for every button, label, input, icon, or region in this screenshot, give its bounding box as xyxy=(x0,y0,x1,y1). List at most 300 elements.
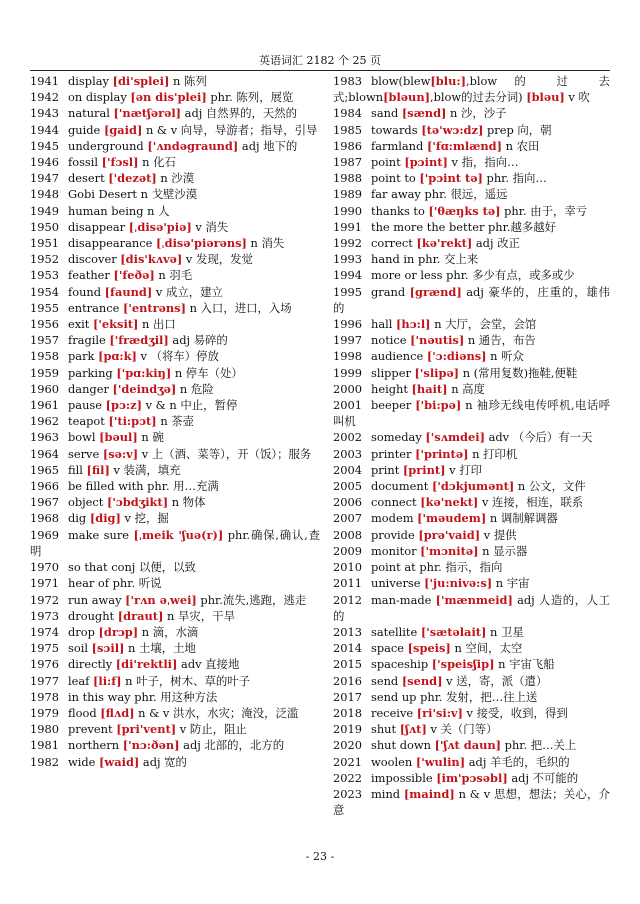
entry-word: feather xyxy=(68,268,114,283)
entry-number: 2008 xyxy=(333,527,362,542)
entry-definition: n 物体 xyxy=(168,495,206,510)
entry-definition: n 停车（处） xyxy=(171,365,243,380)
entry-definition: n 打印机 xyxy=(468,446,518,461)
entry-number: 1989 xyxy=(333,187,362,202)
entry-word: danger xyxy=(68,381,113,396)
entry-phonetic: ['eksit] xyxy=(93,317,139,332)
entry-definition: n & v 向导，导游者；指导，引导 xyxy=(142,122,318,137)
entry-word: desert xyxy=(68,171,109,186)
vocab-entry xyxy=(333,105,610,121)
entry-number: 2013 xyxy=(333,624,362,639)
entry-definition: adj 羊毛的，毛织的 xyxy=(465,754,570,769)
vocab-entry xyxy=(333,462,610,478)
entry-phonetic: ['ʃʌt daun] xyxy=(434,738,502,753)
entry-phonetic: [ən dis'plei] xyxy=(130,90,207,105)
vocab-entry xyxy=(333,251,610,267)
entry-definition: n 沙，沙子 xyxy=(446,106,507,121)
entry-definition: adj 地下的 xyxy=(238,138,298,153)
vocab-entry xyxy=(30,429,320,445)
entry-phonetic: [di'rektli] xyxy=(115,657,178,672)
vocab-entry xyxy=(30,624,320,640)
entry-definition: n 空间，太空 xyxy=(450,641,523,656)
entry-number: 1974 xyxy=(30,624,59,639)
entry-phonetic: ['məudem] xyxy=(417,511,487,526)
vocab-entry xyxy=(30,154,320,170)
entry-definition: n & v 洪水，水灾；淹没，泛滥 xyxy=(134,705,299,720)
entry-word: found xyxy=(68,284,105,299)
entry-phonetic: [bəul] xyxy=(99,430,138,445)
entry-word: on display xyxy=(68,90,131,105)
vocab-entry xyxy=(333,656,610,672)
entry-definition: ,blow 的 过 去式;blown xyxy=(333,74,610,105)
entry-definition: phr. 指向… xyxy=(482,171,547,186)
entry-definition: adj 不可能的 xyxy=(507,770,579,785)
vocab-entry xyxy=(30,186,320,202)
entry-definition: adj 北部的，北方的 xyxy=(179,738,285,753)
vocab-entry xyxy=(333,429,610,445)
entry-number: 1944 xyxy=(30,122,59,137)
vocab-entry xyxy=(30,300,320,316)
page-number: - 23 - xyxy=(305,850,335,863)
entry-definition: v 防止，阻止 xyxy=(176,722,247,737)
entry-word: underground xyxy=(68,138,148,153)
entry-number: 1954 xyxy=(30,284,59,299)
vocab-entry xyxy=(30,656,320,672)
entry-word: send xyxy=(371,673,402,688)
entry-phonetic: ['pɔint tə] xyxy=(419,171,483,186)
entry-definition: v 关（门等） xyxy=(426,722,498,737)
entry-definition: v 送，寄，派（遣） xyxy=(442,673,548,688)
vocab-entry xyxy=(30,413,320,429)
entry-word: spaceship xyxy=(371,657,432,672)
vocab-entry xyxy=(333,721,610,737)
entry-definition: n 出口 xyxy=(138,317,176,332)
entry-number: 1999 xyxy=(333,365,362,380)
entry-number: 2002 xyxy=(333,430,362,445)
entry-definition: adv （今后）有一天 xyxy=(484,430,593,445)
entry-number: 1957 xyxy=(30,333,59,348)
vocab-entry xyxy=(333,73,610,105)
entry-number: 2012 xyxy=(333,592,362,607)
entry-definition: n 人 xyxy=(143,203,170,218)
vocab-entry xyxy=(30,365,320,381)
entry-number: 2015 xyxy=(333,657,362,672)
entry-definition: v （将车）停放 xyxy=(136,349,219,364)
vocab-entry xyxy=(30,494,320,510)
entry-number: 2004 xyxy=(333,462,362,477)
entry-definition: v 上（酒、菜等），开（饭）；服务 xyxy=(138,446,312,461)
entry-number: 1949 xyxy=(30,203,59,218)
entry-definition: n 土壤，土地 xyxy=(124,641,196,656)
entry-number: 1992 xyxy=(333,236,362,251)
entry-phonetic: ['ju:nivə:s] xyxy=(424,576,493,591)
entry-definition: n 大厅，会堂，会馆 xyxy=(430,317,537,332)
entry-number: 1986 xyxy=(333,138,362,153)
entry-word: man-made xyxy=(371,592,436,607)
entry-definition: ,blow的过去分词) xyxy=(430,90,527,105)
entry-definition: n 高度 xyxy=(447,381,485,396)
entry-word: entrance xyxy=(68,300,123,315)
entry-number: 1998 xyxy=(333,349,362,364)
entry-phonetic: [flʌd] xyxy=(100,705,135,720)
vocab-entry xyxy=(333,770,610,786)
entry-definition: n 听众 xyxy=(486,349,524,364)
entry-definition: adj 宽的 xyxy=(139,754,187,769)
entry-word: more or less xyxy=(371,268,443,283)
entry-word: towards xyxy=(371,122,422,137)
entry-word: human being xyxy=(68,203,144,218)
entry-word: hear of xyxy=(68,576,110,591)
entry-phonetic: [ˌdisə'piə] xyxy=(128,219,192,234)
entry-phonetic: [send] xyxy=(401,673,443,688)
entry-number: 2017 xyxy=(333,689,362,704)
entry-word: shut xyxy=(371,722,400,737)
vocab-entry xyxy=(30,673,320,689)
entry-number: 2016 xyxy=(333,673,362,688)
vocab-entry xyxy=(333,737,610,753)
vocab-entry xyxy=(333,510,610,526)
entry-definition: n 宇宙 xyxy=(492,576,530,591)
entry-word: printer xyxy=(371,446,416,461)
entry-word: flood xyxy=(68,705,101,720)
entry-number: 1996 xyxy=(333,317,362,332)
entry-word: natural xyxy=(68,106,114,121)
entry-phonetic: [dis'kʌvə] xyxy=(120,252,183,267)
vocab-entry xyxy=(333,559,610,575)
entry-phonetic: [maind] xyxy=(403,786,455,801)
entry-definition: n 公文，文件 xyxy=(514,479,586,494)
entry-phonetic: [ri'si:v] xyxy=(416,705,463,720)
entry-word: beeper xyxy=(371,398,416,413)
entry-definition: phr.流失,逃跑，逃走 xyxy=(196,592,307,607)
vocab-entry xyxy=(30,592,320,608)
vocab-entry xyxy=(333,527,610,543)
entry-phonetic: [di'splei] xyxy=(112,74,170,88)
left-column xyxy=(30,73,320,770)
entry-number: 2006 xyxy=(333,495,362,510)
entry-phonetic: [draut] xyxy=(117,608,164,623)
entry-number: 1952 xyxy=(30,252,59,267)
vocab-entry xyxy=(333,332,610,348)
entry-phonetic: ['dɔkjumənt] xyxy=(431,479,515,494)
entry-number: 2000 xyxy=(333,381,362,396)
entry-number: 1976 xyxy=(30,657,59,672)
entry-definition: conj 以便，以致 xyxy=(107,560,196,575)
entry-phonetic: [im'pɔsəbl] xyxy=(436,770,508,785)
entry-definition: prep 向，朝 xyxy=(483,122,552,137)
entry-number: 1966 xyxy=(30,479,59,494)
entry-number: 1942 xyxy=(30,90,59,105)
entry-number: 1995 xyxy=(333,284,362,299)
entry-number: 1975 xyxy=(30,641,59,656)
entry-word: point at xyxy=(371,560,416,575)
entry-number: 2001 xyxy=(333,398,362,413)
entry-number: 2003 xyxy=(333,446,362,461)
entry-number: 1969 xyxy=(30,527,59,542)
entry-definition: adv 直接地 xyxy=(177,657,240,672)
entry-phonetic: ['printə] xyxy=(415,446,469,461)
entry-phonetic: ['nəutis] xyxy=(410,333,465,348)
entry-word: shut down xyxy=(371,738,435,753)
entry-definition: phr. 把…关上 xyxy=(501,738,577,753)
entry-word: leaf xyxy=(68,673,94,688)
entry-number: 1984 xyxy=(333,106,362,121)
vocab-entry xyxy=(333,381,610,397)
entry-phonetic: ['mænmeid] xyxy=(435,592,513,607)
entry-definition: adj 自然界的，天然的 xyxy=(181,106,298,121)
entry-word: thanks to xyxy=(371,203,429,218)
entry-word: guide xyxy=(68,122,104,137)
entry-definition: n 危险 xyxy=(176,381,214,396)
vocab-entry xyxy=(30,754,320,770)
entry-definition: phr. 多少有点，或多或少 xyxy=(442,268,575,283)
entry-word: bowl xyxy=(68,430,100,445)
entry-word: pause xyxy=(68,398,106,413)
vocab-entry xyxy=(30,105,320,121)
entry-word: height xyxy=(371,381,412,396)
vocab-entry xyxy=(333,754,610,770)
entry-definition: n & v 思想，想法；关心，介意 xyxy=(333,786,610,818)
entry-word: disappearance xyxy=(68,236,156,251)
vocab-entry xyxy=(333,478,610,494)
vocab-entry xyxy=(30,689,320,705)
entry-phonetic: ['nɔ:ðən] xyxy=(122,738,180,753)
vocab-entry xyxy=(333,575,610,591)
entry-word: slipper xyxy=(371,365,415,380)
entry-phonetic: [kə'nekt] xyxy=(420,495,479,510)
entry-definition: n 消失 xyxy=(246,236,285,251)
entry-phonetic: [speis] xyxy=(407,641,451,656)
entry-phonetic: ['pɑ:kiŋ] xyxy=(116,365,172,380)
entry-word: hall xyxy=(371,317,397,332)
entry-phonetic: ['bi:pə] xyxy=(415,398,462,413)
entry-phonetic: [blu:] xyxy=(430,74,466,88)
entry-word: parking xyxy=(68,365,117,380)
entry-word: point to xyxy=(371,171,420,186)
entry-phonetic: ['sætəlait] xyxy=(420,624,487,639)
entry-number: 1961 xyxy=(30,398,59,413)
entry-number: 1945 xyxy=(30,138,59,153)
entry-definition: v 提供 xyxy=(480,527,517,542)
entry-word: drop xyxy=(68,624,99,639)
entry-word: the more the better xyxy=(371,219,485,234)
entry-phonetic: [hɔ:l] xyxy=(396,317,431,332)
vocab-entry xyxy=(333,138,610,154)
entry-word: soil xyxy=(68,641,92,656)
entry-definition: n 陈列 xyxy=(169,74,207,88)
vocab-entry xyxy=(30,251,320,267)
entry-definition: n 羽毛 xyxy=(154,268,193,283)
entry-number: 1946 xyxy=(30,155,59,170)
entry-definition: phr.越多越好 xyxy=(484,219,557,234)
vocab-entry xyxy=(333,640,610,656)
vocab-entry xyxy=(30,89,320,105)
entry-phonetic: [sɔil] xyxy=(91,641,125,656)
vocab-entry xyxy=(333,673,610,689)
entry-definition: n 叶子，树木、草的叶子 xyxy=(121,673,251,688)
entry-number: 1953 xyxy=(30,268,59,283)
entry-phonetic: ['wulin] xyxy=(415,754,466,769)
vocab-entry xyxy=(333,446,610,462)
entry-definition: phr. 听说 xyxy=(109,576,162,591)
entry-phonetic: [ˌmeik 'ʃuə(r)] xyxy=(133,527,224,542)
entry-definition: n 宇宙飞船 xyxy=(494,657,555,672)
vocab-entry xyxy=(333,397,610,429)
entry-definition: n 入口，进口，入场 xyxy=(185,300,292,315)
entry-number: 1948 xyxy=(30,187,59,202)
entry-number: 1955 xyxy=(30,300,59,315)
entry-number: 2019 xyxy=(333,722,362,737)
entry-number: 1943 xyxy=(30,106,59,121)
vocab-entry xyxy=(333,235,610,251)
entry-definition: phr. 用…充满 xyxy=(143,479,219,494)
entry-number: 1963 xyxy=(30,430,59,445)
entry-number: 2018 xyxy=(333,705,362,720)
vocab-entry xyxy=(333,186,610,202)
entry-number: 1983 xyxy=(333,74,362,88)
entry-word: document xyxy=(371,479,432,494)
entry-phonetic: [li:f] xyxy=(93,673,122,688)
entry-number: 1980 xyxy=(30,722,59,737)
entry-word: wide xyxy=(68,754,100,769)
entry-word: in this way xyxy=(68,689,131,704)
entry-phonetic: ['deindʒə] xyxy=(112,381,177,396)
entry-phonetic: [pri'vent] xyxy=(116,722,177,737)
entry-phonetic: ['ɔbdʒikt] xyxy=(107,495,169,510)
vocab-entry xyxy=(30,527,320,559)
vocab-entry xyxy=(333,786,610,818)
entry-number: 1997 xyxy=(333,333,362,348)
entry-definition: v 消失 xyxy=(191,219,229,234)
entry-word: run away xyxy=(68,592,126,607)
header-divider xyxy=(30,70,610,71)
entry-phonetic: [bləu] xyxy=(526,90,565,105)
entry-phonetic: ['feðə] xyxy=(113,268,155,283)
entry-word: Gobi Desert xyxy=(68,187,137,202)
vocab-entry xyxy=(30,348,320,364)
entry-phonetic: ['rʌn əˌwei] xyxy=(125,592,197,607)
entry-number: 1978 xyxy=(30,689,59,704)
vocab-entry xyxy=(30,640,320,656)
entry-phonetic: [dig] xyxy=(89,511,121,526)
entry-word: disappear xyxy=(68,219,129,234)
vocab-entry xyxy=(333,203,610,219)
entry-word: impossible xyxy=(371,770,437,785)
entry-word: universe xyxy=(371,576,425,591)
entry-number: 1941 xyxy=(30,74,59,88)
entry-word: fragile xyxy=(68,333,110,348)
entry-phonetic: [drɔp] xyxy=(98,624,139,639)
vocab-entry xyxy=(30,235,320,251)
entry-phonetic: ['frædʒil] xyxy=(109,333,169,348)
entry-word: print xyxy=(371,462,403,477)
vocab-entry xyxy=(30,284,320,300)
entry-phonetic: [kə'rekt] xyxy=(416,236,473,251)
entry-phonetic: [waid] xyxy=(99,754,140,769)
entry-definition: v 连接，相连，联系 xyxy=(478,495,584,510)
entry-phonetic: [faund] xyxy=(104,284,153,299)
vocab-entry xyxy=(30,219,320,235)
right-column xyxy=(333,73,610,818)
entry-phonetic: ['nætʃərəl] xyxy=(113,106,182,121)
entry-number: 2009 xyxy=(333,543,362,558)
entry-word: prevent xyxy=(68,722,117,737)
entry-phonetic: ['fɑ:mlænd] xyxy=(426,138,503,153)
entry-definition: v 装满，填充 xyxy=(109,462,181,477)
entry-word: blow(blew xyxy=(371,74,431,88)
entry-word: make sure xyxy=(68,527,134,542)
entry-definition: n 戈壁沙漠 xyxy=(137,187,198,202)
vocab-entry xyxy=(30,510,320,526)
entry-number: 1982 xyxy=(30,754,59,769)
entry-definition: adj 豪华的，庄重的，雄伟的 xyxy=(333,284,610,315)
vocab-entry xyxy=(333,494,610,510)
entry-definition: n 农田 xyxy=(502,138,540,153)
vocab-entry xyxy=(30,170,320,186)
vocab-entry xyxy=(333,316,610,332)
vocab-entry xyxy=(333,154,610,170)
vocab-entry xyxy=(30,705,320,721)
entry-phonetic: [tə'wɔ:dz] xyxy=(421,122,484,137)
entry-word: receive xyxy=(371,705,417,720)
entry-word: display xyxy=(68,74,113,88)
entry-definition: phr. 发射，把…往上送 xyxy=(416,689,538,704)
entry-phonetic: ['mɔnitə] xyxy=(420,543,479,558)
entry-definition: n (常用复数)拖鞋,便鞋 xyxy=(459,365,578,380)
entry-number: 2007 xyxy=(333,511,362,526)
entry-definition: v 成立，建立 xyxy=(152,284,223,299)
entry-number: 2011 xyxy=(333,576,362,591)
entry-word: connect xyxy=(371,495,421,510)
vocab-entry xyxy=(30,608,320,624)
entry-number: 1964 xyxy=(30,446,59,461)
vocab-entry xyxy=(30,267,320,283)
vocab-entry xyxy=(30,575,320,591)
entry-number: 1979 xyxy=(30,705,59,720)
entry-word: audience xyxy=(371,349,427,364)
entry-number: 1962 xyxy=(30,414,59,429)
entry-word: correct xyxy=(371,236,417,251)
vocab-entry xyxy=(333,219,610,235)
entry-word: fossil xyxy=(68,155,102,170)
entry-word: park xyxy=(68,349,99,364)
entry-definition: n 碗 xyxy=(137,430,164,445)
entry-definition: n 卫星 xyxy=(486,624,524,639)
vocab-entry xyxy=(333,543,610,559)
entry-phonetic: [grænd] xyxy=(409,284,462,299)
entry-number: 1960 xyxy=(30,381,59,396)
entry-definition: n 调制解调器 xyxy=(486,511,558,526)
entry-phonetic: [ʃʌt] xyxy=(399,722,427,737)
entry-phonetic: [ˌdisə'piərəns] xyxy=(156,236,247,251)
entry-number: 1950 xyxy=(30,219,59,234)
entry-phonetic: ['sʌmdei] xyxy=(425,430,485,445)
vocab-entry xyxy=(30,332,320,348)
entry-phonetic: [hait] xyxy=(411,381,448,396)
entry-phonetic: [prə'vaid] xyxy=(418,527,481,542)
entry-word: space xyxy=(371,641,408,656)
entry-word: so that xyxy=(68,560,108,575)
entry-word: someday xyxy=(371,430,426,445)
page-header: 英语词汇 2182 个 25 页 xyxy=(259,54,381,67)
entry-definition: phr.确保,确认,查明 xyxy=(30,527,320,558)
vocab-entry xyxy=(30,122,320,138)
entry-definition: phr. 交上来 xyxy=(414,252,479,267)
entry-number: 1993 xyxy=(333,252,362,267)
entry-number: 1965 xyxy=(30,462,59,477)
entry-number: 1988 xyxy=(333,171,362,186)
entry-number: 2020 xyxy=(333,738,362,753)
